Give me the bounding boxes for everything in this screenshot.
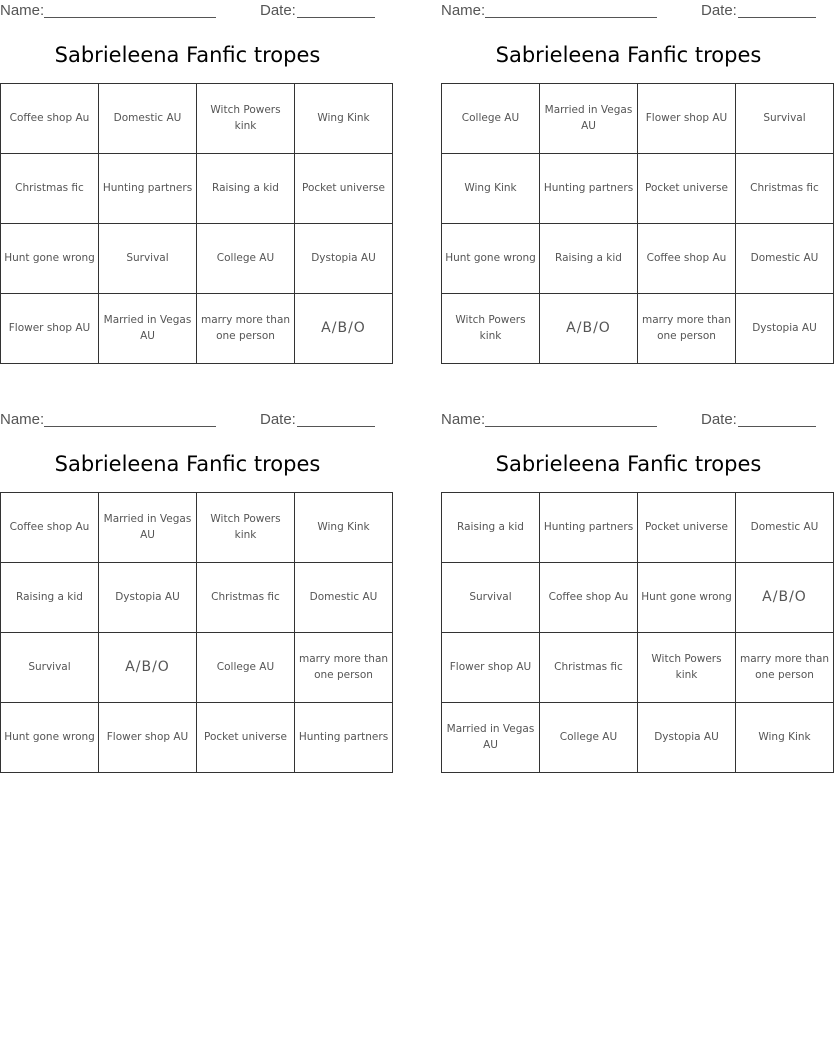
bingo-cell[interactable]: Domestic AU [295, 563, 393, 633]
bingo-cell[interactable]: College AU [197, 224, 295, 294]
date-blank-line[interactable] [738, 411, 816, 427]
name-label: Name: [0, 411, 45, 428]
name-blank-line[interactable] [44, 411, 216, 427]
bingo-cell[interactable]: Pocket universe [638, 154, 736, 224]
date-blank-line[interactable] [297, 2, 375, 18]
bingo-cell[interactable]: Wing Kink [736, 703, 834, 773]
bingo-grid [0, 492, 393, 773]
bingo-cell[interactable]: Coffee shop Au [540, 563, 638, 633]
name-label: Name: [441, 2, 486, 19]
bingo-cell[interactable]: Wing Kink [295, 84, 393, 154]
bingo-cell[interactable]: Hunting partners [99, 154, 197, 224]
bingo-card [441, 0, 819, 364]
bingo-cell[interactable]: Domestic AU [736, 493, 834, 563]
name-label: Name: [441, 411, 486, 428]
bingo-cell[interactable]: Married in Vegas AU [99, 493, 197, 563]
date-blank-line[interactable] [297, 411, 375, 427]
bingo-cell[interactable]: Domestic AU [736, 224, 834, 294]
bingo-cell[interactable]: marry more than one person [736, 633, 834, 703]
bingo-row [442, 294, 834, 364]
card-title: Sabrieleena Fanfic tropes [54, 43, 321, 67]
bingo-cell[interactable]: College AU [442, 84, 540, 154]
bingo-cell[interactable]: Christmas fic [197, 563, 295, 633]
bingo-row [1, 703, 393, 773]
name-blank-line[interactable] [485, 2, 657, 18]
bingo-cell[interactable]: Dystopia AU [99, 563, 197, 633]
bingo-cell[interactable]: Married in Vegas AU [99, 294, 197, 364]
bingo-cell[interactable]: Flower shop AU [638, 84, 736, 154]
bingo-cell[interactable]: College AU [540, 703, 638, 773]
date-label: Date: [260, 2, 296, 19]
bingo-cell[interactable]: Hunt gone wrong [1, 224, 99, 294]
bingo-cell[interactable]: Hunt gone wrong [638, 563, 736, 633]
name-date-line [441, 411, 816, 429]
name-blank-line[interactable] [485, 411, 657, 427]
bingo-row [442, 84, 834, 154]
bingo-cell[interactable]: Hunting partners [540, 493, 638, 563]
bingo-row [1, 224, 393, 294]
card-title: Sabrieleena Fanfic tropes [54, 452, 321, 476]
name-date-line [0, 2, 375, 20]
bingo-cell[interactable]: Hunting partners [295, 703, 393, 773]
bingo-row [1, 493, 393, 563]
name-date-line [0, 411, 375, 429]
bingo-cell[interactable]: Married in Vegas AU [540, 84, 638, 154]
bingo-row [442, 154, 834, 224]
bingo-cell[interactable]: Christmas fic [540, 633, 638, 703]
bingo-card [441, 409, 830, 773]
bingo-row [442, 633, 834, 703]
bingo-cell[interactable]: Hunt gone wrong [442, 224, 540, 294]
bingo-cell[interactable]: Wing Kink [295, 493, 393, 563]
date-label: Date: [701, 411, 737, 428]
bingo-cell[interactable]: Raising a kid [540, 224, 638, 294]
bingo-cell[interactable]: Domestic AU [99, 84, 197, 154]
bingo-cell[interactable]: Pocket universe [638, 493, 736, 563]
bingo-cell[interactable]: marry more than one person [197, 294, 295, 364]
bingo-cell[interactable]: Raising a kid [197, 154, 295, 224]
bingo-cell[interactable]: Flower shop AU [442, 633, 540, 703]
bingo-cell[interactable]: Survival [442, 563, 540, 633]
bingo-cell[interactable]: Christmas fic [1, 154, 99, 224]
card-title: Sabrieleena Fanfic tropes [495, 43, 762, 67]
bingo-card [0, 409, 389, 773]
bingo-cell[interactable]: Married in Vegas AU [442, 703, 540, 773]
date-label: Date: [260, 411, 296, 428]
bingo-cell[interactable]: Witch Powers kink [638, 633, 736, 703]
bingo-cell[interactable]: Pocket universe [295, 154, 393, 224]
bingo-cell[interactable]: A/B/O [295, 294, 393, 364]
bingo-cell[interactable]: Coffee shop Au [1, 493, 99, 563]
bingo-cell[interactable]: marry more than one person [638, 294, 736, 364]
name-blank-line[interactable] [44, 2, 216, 18]
name-date-line [441, 2, 816, 20]
bingo-card [0, 0, 385, 364]
bingo-row [1, 633, 393, 703]
bingo-cell[interactable]: marry more than one person [295, 633, 393, 703]
bingo-cell[interactable]: Coffee shop Au [1, 84, 99, 154]
bingo-grid [0, 83, 393, 364]
bingo-cell[interactable]: Christmas fic [736, 154, 834, 224]
bingo-row [442, 493, 834, 563]
bingo-cell[interactable]: Raising a kid [1, 563, 99, 633]
bingo-cell[interactable]: Pocket universe [197, 703, 295, 773]
bingo-cell[interactable]: A/B/O [540, 294, 638, 364]
bingo-cell[interactable]: Hunt gone wrong [1, 703, 99, 773]
card-title: Sabrieleena Fanfic tropes [495, 452, 762, 476]
bingo-cell[interactable]: A/B/O [99, 633, 197, 703]
date-blank-line[interactable] [738, 2, 816, 18]
date-label: Date: [701, 2, 737, 19]
bingo-cell[interactable]: Raising a kid [442, 493, 540, 563]
bingo-cell[interactable]: Survival [99, 224, 197, 294]
bingo-cell[interactable]: Coffee shop Au [638, 224, 736, 294]
bingo-cell[interactable]: Dystopia AU [736, 294, 834, 364]
bingo-cell[interactable]: Survival [736, 84, 834, 154]
bingo-row [1, 154, 393, 224]
bingo-row [1, 84, 393, 154]
bingo-row [442, 703, 834, 773]
bingo-cell[interactable]: Witch Powers kink [197, 493, 295, 563]
bingo-grid [441, 83, 834, 364]
bingo-cell[interactable]: A/B/O [736, 563, 834, 633]
bingo-cell[interactable]: Witch Powers kink [442, 294, 540, 364]
bingo-row [1, 563, 393, 633]
bingo-cell[interactable]: College AU [197, 633, 295, 703]
bingo-cell[interactable]: Wing Kink [442, 154, 540, 224]
bingo-cell[interactable]: Dystopia AU [638, 703, 736, 773]
bingo-cell[interactable]: Flower shop AU [1, 294, 99, 364]
bingo-row [442, 563, 834, 633]
bingo-cell[interactable]: Hunting partners [540, 154, 638, 224]
bingo-cell[interactable]: Survival [1, 633, 99, 703]
bingo-cell[interactable]: Flower shop AU [99, 703, 197, 773]
bingo-row [1, 294, 393, 364]
name-label: Name: [0, 2, 45, 19]
bingo-cell[interactable]: Witch Powers kink [197, 84, 295, 154]
bingo-cell[interactable]: Dystopia AU [295, 224, 393, 294]
bingo-grid [441, 492, 834, 773]
bingo-row [442, 224, 834, 294]
